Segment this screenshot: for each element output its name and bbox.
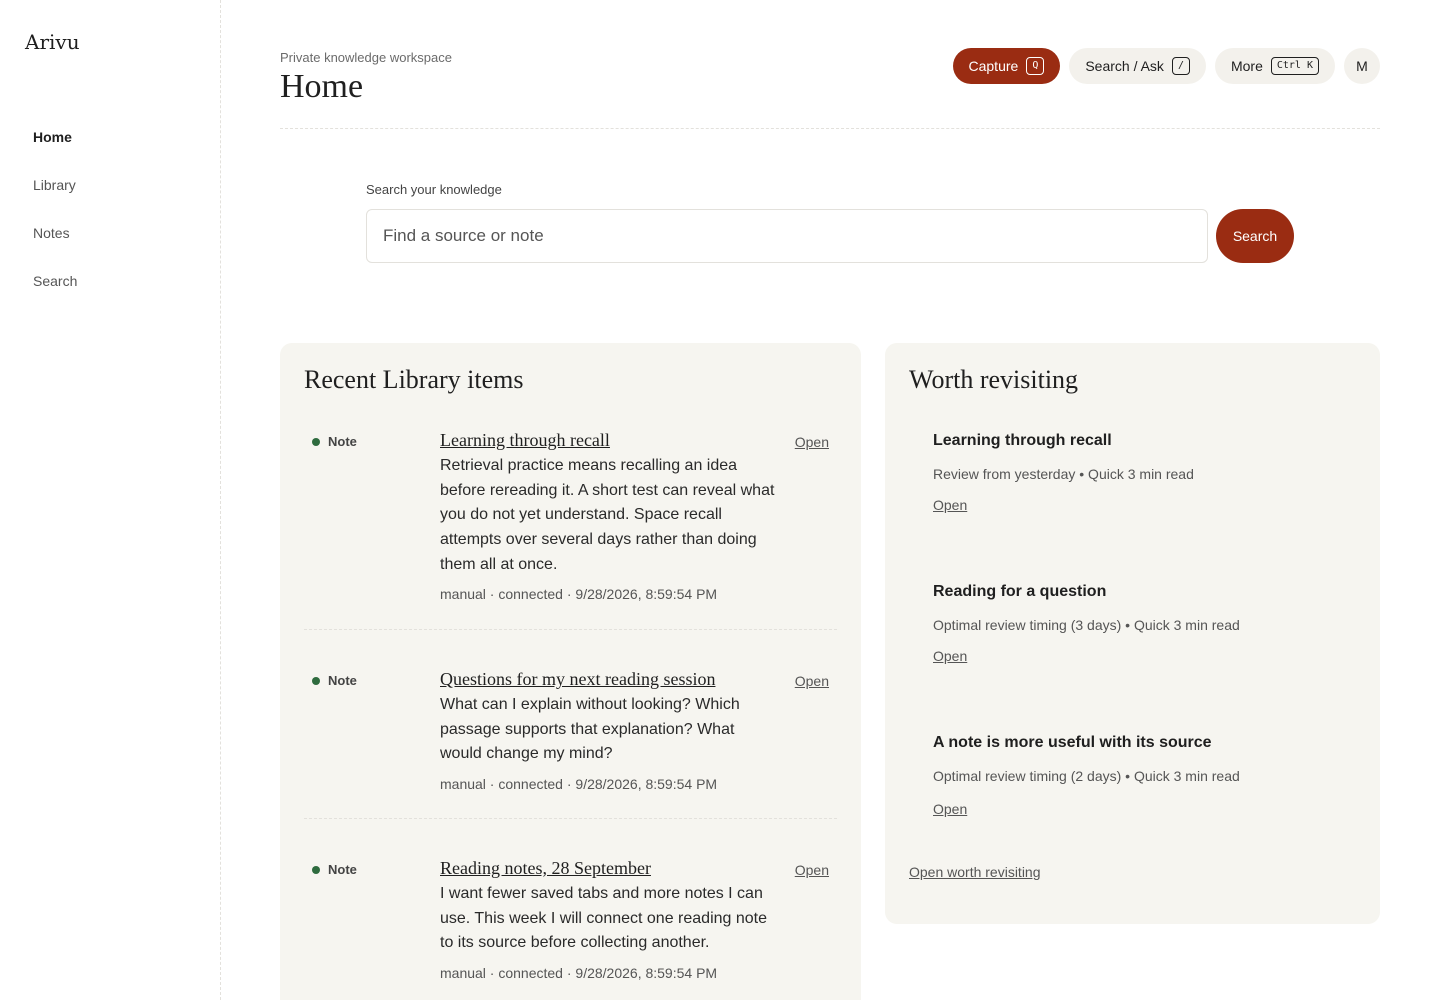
search-ask-label: Search / Ask xyxy=(1085,58,1164,74)
revisit-item-title: Learning through recall xyxy=(933,432,1112,449)
revisit-item xyxy=(933,734,1353,817)
worth-revisiting-title: Worth revisiting xyxy=(909,365,1079,394)
list-item xyxy=(304,629,837,819)
item-body: What can I explain without looking? Which passage supports that explanation? What would change my mind? xyxy=(440,696,740,763)
page-title: Home xyxy=(280,68,364,105)
sidebar-item-library[interactable]: Library xyxy=(33,177,76,193)
note-badge xyxy=(312,434,357,449)
more-label: More xyxy=(1230,58,1263,74)
recent-library-title: Recent Library items xyxy=(304,365,524,394)
revisit-item-meta: Optimal review timing (2 days) • Quick 3 min read xyxy=(933,768,1240,784)
avatar[interactable]: M xyxy=(1344,48,1380,84)
recent-library-card xyxy=(280,343,861,1000)
revisit-item-title: A note is more useful with its source xyxy=(933,734,1212,751)
open-worth-revisiting-link[interactable]: Open worth revisiting xyxy=(909,864,1041,880)
item-title-link[interactable]: Questions for my next reading session xyxy=(440,669,716,689)
revisit-open-link[interactable]: Open xyxy=(933,497,968,513)
search-button[interactable]: Search xyxy=(1216,209,1294,263)
revisit-open-link[interactable]: Open xyxy=(933,801,968,817)
main-content xyxy=(280,0,1380,1000)
page-eyebrow: Private knowledge workspace xyxy=(280,50,452,65)
header-toolbar xyxy=(953,48,1381,84)
capture-shortcut: Q xyxy=(1026,57,1044,75)
revisit-item-meta: Optimal review timing (3 days) • Quick 3 min read xyxy=(933,617,1240,633)
header-divider xyxy=(280,128,1380,129)
search-label: Search your knowledge xyxy=(366,182,502,197)
revisit-item-meta: Review from yesterday • Quick 3 min read xyxy=(933,466,1194,482)
note-dot-icon xyxy=(312,866,320,874)
search-input[interactable] xyxy=(366,209,1208,263)
revisit-item xyxy=(933,432,1353,513)
capture-label: Capture xyxy=(968,58,1019,74)
list-item xyxy=(304,430,837,634)
item-meta: manual · connected · 9/28/2026, 8:59:54 PM xyxy=(440,965,718,981)
item-meta: manual · connected · 9/28/2026, 8:59:54 PM xyxy=(440,586,718,602)
sidebar xyxy=(0,0,221,1000)
note-badge xyxy=(312,673,357,688)
note-badge-label: Note xyxy=(328,434,357,449)
sidebar-nav xyxy=(33,128,77,320)
note-badge-label: Note xyxy=(328,673,357,688)
capture-button[interactable] xyxy=(953,48,1061,84)
item-body: Retrieval practice means recalling an idea before rereading it. A short test can reveal what you do not yet understand. Space recall attempts over several days rather than doing them all at once. xyxy=(440,457,775,573)
item-title-link[interactable]: Learning through recall xyxy=(440,430,610,450)
item-open-link[interactable]: Open xyxy=(794,673,829,689)
sidebar-item-notes[interactable]: Notes xyxy=(33,225,70,241)
item-open-link[interactable]: Open xyxy=(794,862,829,878)
brand-logo: Arivu xyxy=(25,30,80,54)
revisit-item xyxy=(933,583,1353,664)
more-shortcut: Ctrl K xyxy=(1271,57,1319,75)
revisit-open-link[interactable]: Open xyxy=(933,648,968,664)
note-badge xyxy=(312,862,357,877)
list-item xyxy=(304,818,837,1000)
sidebar-item-home[interactable]: Home xyxy=(33,129,72,145)
more-button[interactable] xyxy=(1215,48,1335,84)
item-open-link[interactable]: Open xyxy=(794,434,829,450)
note-dot-icon xyxy=(312,438,320,446)
item-body: I want fewer saved tabs and more notes I can use. This week I will connect one reading note to its source before collecting another. xyxy=(440,885,768,952)
item-title-link[interactable]: Reading notes, 28 September xyxy=(440,858,651,878)
item-meta: manual · connected · 9/28/2026, 8:59:54 PM xyxy=(440,776,718,792)
worth-revisiting-card xyxy=(885,343,1380,924)
search-ask-button[interactable] xyxy=(1069,48,1206,84)
sidebar-item-search[interactable]: Search xyxy=(33,273,78,289)
revisit-item-title: Reading for a question xyxy=(933,583,1107,600)
note-dot-icon xyxy=(312,677,320,685)
search-ask-shortcut: / xyxy=(1172,57,1190,75)
note-badge-label: Note xyxy=(328,862,357,877)
